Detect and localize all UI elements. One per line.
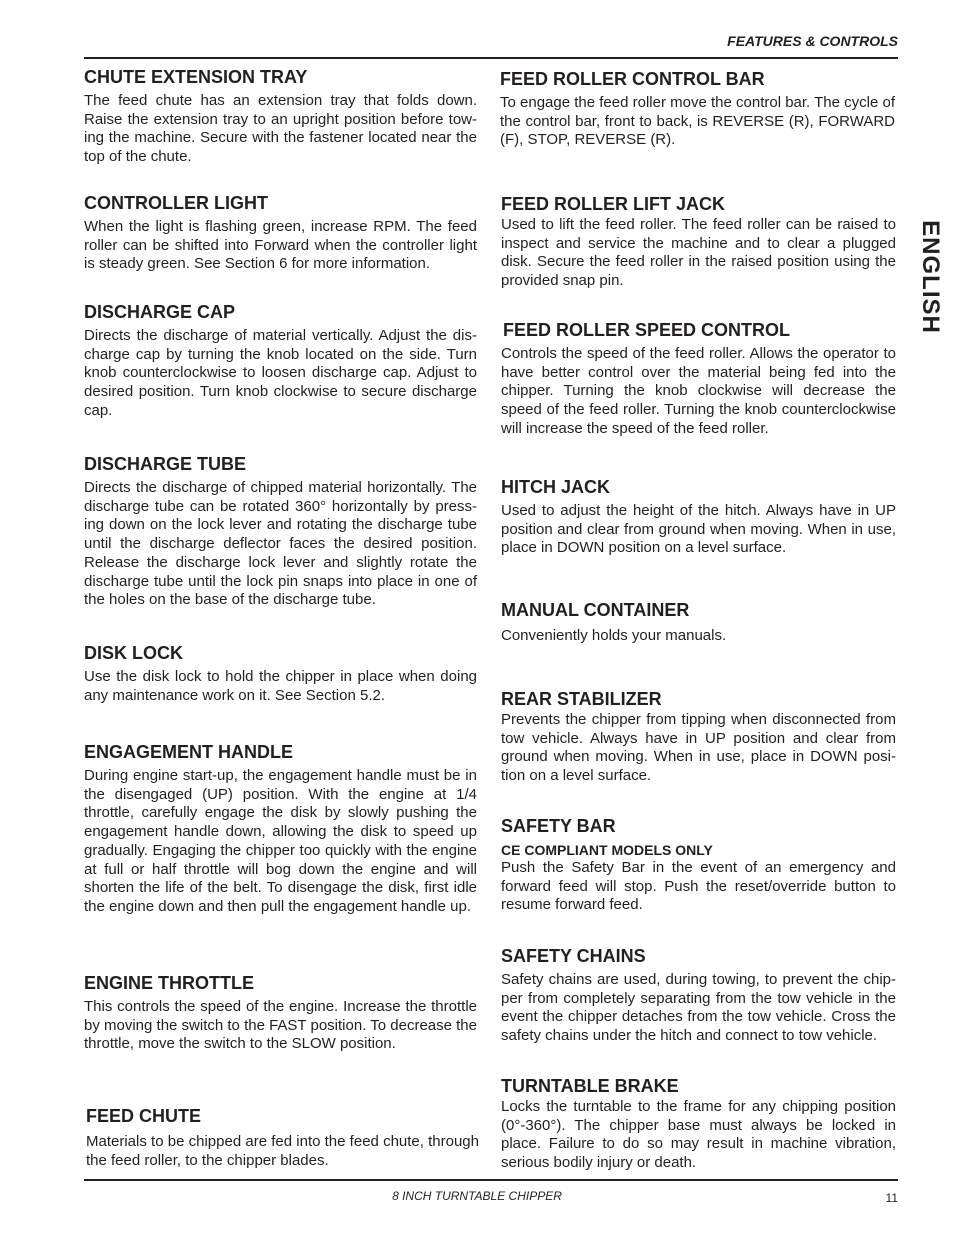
section-body: Materials to be chipped are fed into the feed chute, through the feed roller, to the chipper blades. — [86, 1133, 479, 1169]
section-body: Push the Safety Bar in the event of an emergency and forward feed will stop. Push the reset/override button to resume forward feed. — [501, 859, 896, 914]
section-engagement-handle — [84, 741, 477, 917]
section-body: Locks the turntable to the frame for any chipping position (0°-360°). The chipper base must always be locked in place. Failure to do so may result in machine vibration, serious bodily injury or death. — [501, 1098, 896, 1172]
section-turntable-brake — [501, 1075, 896, 1173]
section-title: CHUTE EXTENSION TRAY — [84, 67, 308, 87]
section-body: Used to adjust the height of the hitch. Always have in UP position and clear from ground when moving. When in use, place in DOWN position on a level surface. — [501, 502, 896, 557]
section-body: Used to lift the feed roller. The feed roller can be raised to inspect and service the machine and to clear a plugged disk. Secure the feed roller in the raised position using the provided snap pin. — [501, 216, 896, 290]
section-body: Safety chains are used, during towing, to prevent the chipper from completely separating from the tow vehicle in the event the chipper detaches from the tow vehicle. Cross the safety chains under the hitch and connect to tow vehicle. — [501, 971, 896, 1045]
section-safety-bar — [501, 815, 896, 915]
section-title: SAFETY BAR — [501, 816, 616, 836]
section-discharge-tube — [84, 453, 477, 610]
section-body: Directs the discharge of chipped material horizontally. The discharge tube can be rotated 360° horizontally by pressing down on the lock lever and rotating the discharge tube until the discharge deflector faces the desired position. Release the discharge lock lever and slightly rotate the discharge tube until the lock pin snaps into place in one of the holes on the base of the discharge tube. — [84, 479, 477, 609]
section-body: When the light is flashing green, increase RPM. The feed roller can be shifted into Forward when the controller light is steady green. See Section 6 for more information. — [84, 218, 477, 273]
section-body: Conveniently holds your manuals. — [501, 627, 727, 644]
language-label: ENGLISH — [917, 220, 944, 334]
section-title: FEED ROLLER SPEED CONTROL — [503, 320, 791, 340]
section-disk-lock — [84, 642, 477, 705]
section-hitch-jack — [501, 476, 896, 558]
section-title: TURNTABLE BRAKE — [501, 1076, 679, 1096]
section-title: DISCHARGE CAP — [84, 302, 236, 322]
running-header: FEATURES & CONTROLS — [727, 33, 898, 49]
section-feed-chute — [86, 1105, 479, 1170]
section-title: ENGAGEMENT HANDLE — [84, 742, 294, 762]
section-title: FEED CHUTE — [86, 1106, 202, 1126]
section-body: Directs the discharge of material vertically. Adjust the discharge cap by turning the knob located on the side. Turn knob counterclockwise to loosen discharge cap. Adjust to desired position. Turn knob clockwise to secure discharge cap. — [84, 327, 477, 419]
section-chute-extension-tray — [84, 66, 477, 167]
section-rear-stabilizer — [501, 688, 896, 786]
language-tab — [912, 219, 948, 335]
section-title: ENGINE THROTTLE — [84, 973, 254, 993]
section-discharge-cap — [84, 301, 477, 421]
footer-title: 8 INCH TURNTABLE CHIPPER — [392, 1189, 562, 1203]
section-engine-throttle — [84, 972, 477, 1054]
section-feed-roller-lift-jack — [501, 193, 896, 291]
section-subtitle: CE COMPLIANT MODELS ONLY — [501, 842, 713, 858]
section-title: DISK LOCK — [84, 643, 183, 663]
section-feed-roller-speed-control — [501, 319, 896, 439]
page-number: 11 — [885, 1191, 898, 1205]
section-title: HITCH JACK — [501, 477, 611, 497]
section-body: To engage the feed roller move the control bar. The cycle of the control bar, front to back, is REVERSE (R), FORWARD (F), STOP, REVERSE (R). — [500, 94, 895, 149]
section-safety-chains — [501, 945, 896, 1046]
section-title: MANUAL CONTAINER — [501, 600, 690, 620]
section-controller-light — [84, 192, 477, 274]
section-body: This controls the speed of the engine. Increase the throttle by moving the switch to the FAST position. To decrease the throttle, move the switch to the SLOW position. — [84, 998, 477, 1053]
footer-rule — [84, 1179, 898, 1181]
section-title: FEED ROLLER CONTROL BAR — [500, 69, 765, 89]
header-rule — [84, 57, 898, 59]
section-title: SAFETY CHAINS — [501, 946, 646, 966]
section-body: During engine start-up, the engagement handle must be in the disengaged (UP) position. With the engine at 1/4 throttle, carefully engage the disk by slowly pushing the engagement handle down, allowing the disk to speed up gradually. Engaging the chipper too quickly with the engine at full or half throttle will bog down the engine and will shorten the life of the belt. To disengage the disk, first idle the engine down and then pull the engagement handle up. — [84, 767, 477, 915]
section-body: The feed chute has an extension tray that folds down. Raise the extension tray to an upright position before towing the machine. Secure with the fastener located near the top of the chute. — [84, 92, 477, 166]
section-body: Use the disk lock to hold the chipper in place when doing any maintenance work on it. See Section 5.2. — [84, 668, 477, 704]
section-title: FEED ROLLER LIFT JACK — [501, 194, 725, 214]
section-title: CONTROLLER LIGHT — [84, 193, 268, 213]
section-title: REAR STABILIZER — [501, 689, 662, 709]
section-feed-roller-control-bar — [500, 68, 895, 150]
section-body: Controls the speed of the feed roller. Allows the operator to have better control over the material being fed into the chipper. Turning the knob clockwise will decrease the speed of the feed roller. Turning the knob counterclockwise will increase the speed of the feed roller. — [501, 345, 896, 437]
section-manual-container — [501, 599, 896, 646]
section-title: DISCHARGE TUBE — [84, 454, 247, 474]
section-body: Prevents the chipper from tipping when disconnected from tow vehicle. Always have in UP position and clear from ground when moving. When in use, place in DOWN position on a level surface. — [501, 711, 896, 785]
